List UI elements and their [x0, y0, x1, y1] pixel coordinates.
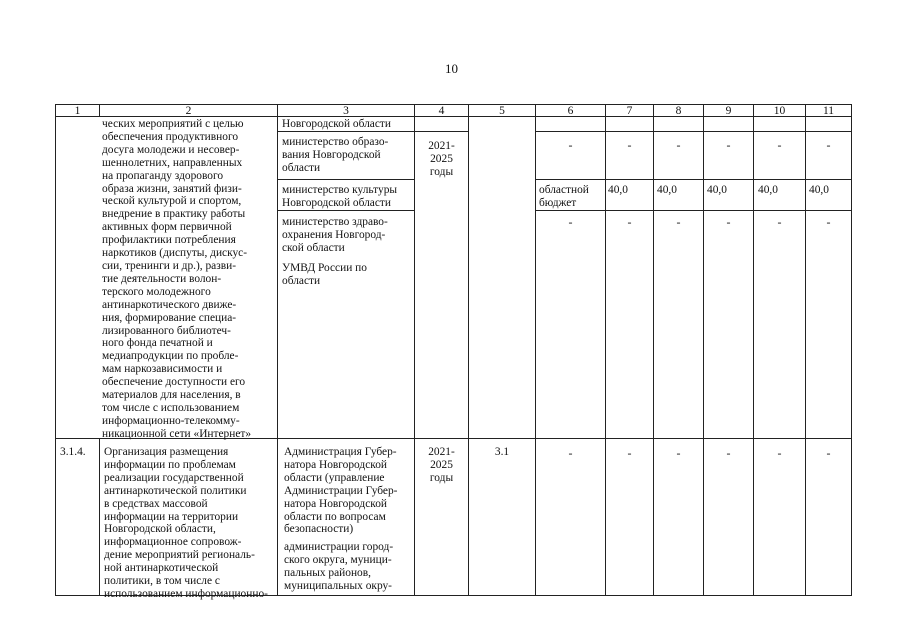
header-col-3: 3	[343, 105, 349, 117]
block2-value: -	[568, 446, 573, 460]
header-col-7: 7	[626, 105, 633, 117]
text-line: годы	[429, 471, 454, 484]
col-rule-10	[805, 105, 806, 595]
text-line: администрации город-	[284, 541, 394, 553]
text-line: министерство образо-	[282, 136, 389, 148]
text-line: внедрение в практику работы	[102, 208, 246, 221]
block1-row1-value: -	[777, 138, 782, 152]
block1-row3-value: -	[676, 215, 681, 229]
text-line: антинаркотического движе-	[102, 298, 237, 311]
block1-row3-value: -	[627, 215, 632, 229]
block1-executor-0	[282, 118, 391, 131]
col-rule-1b	[99, 438, 100, 595]
text-line: области по вопросам	[284, 510, 386, 523]
text-line: ного фонда печатной и	[102, 337, 213, 350]
header-col-9: 9	[725, 105, 732, 117]
text-line: натора Новгородской	[284, 497, 388, 510]
text-line: активных форм первичной	[102, 221, 232, 234]
header-col-2: 2	[185, 105, 192, 117]
rule-values-2	[535, 179, 851, 180]
block1-row2-value: 40,0	[809, 184, 829, 196]
text-line: 2025	[430, 458, 453, 471]
block1-executor-1	[282, 136, 388, 175]
text-line: вания Новгородской	[282, 148, 381, 161]
text-line: министерство здраво-	[282, 216, 388, 228]
rule-executor-2	[277, 179, 414, 180]
header-col-1: 1	[74, 105, 81, 117]
block1-period	[415, 140, 468, 179]
text-line: досуга молодежи и несовер-	[102, 143, 240, 156]
col-rule-5	[535, 105, 536, 595]
text-line: Администрации Губер-	[284, 484, 398, 497]
block2-value: -	[627, 446, 632, 460]
block1-row2-value: 40,0	[608, 184, 628, 196]
text-line: обеспечение доступности его	[102, 376, 246, 389]
text-line: области (управление	[284, 471, 385, 484]
block1-row2-value: 40,0	[758, 184, 778, 196]
text-line: 2021-	[428, 140, 455, 152]
text-line: годы	[429, 165, 454, 178]
text-line: Новгородской области	[282, 196, 391, 209]
header-col-4: 4	[438, 105, 445, 117]
text-line: дение мероприятий региональ-	[104, 549, 255, 562]
text-line: бюджет	[539, 196, 577, 209]
block1-row3-value: -	[826, 215, 831, 229]
text-line: области	[282, 274, 321, 287]
text-line: 2021-	[428, 446, 455, 458]
block2-number: 3.1.4.	[60, 446, 86, 458]
text-line: 2025	[430, 152, 453, 165]
text-line: ной антинаркотической	[104, 562, 219, 575]
block2-executor-2	[284, 541, 393, 593]
block1-row2-value: 40,0	[707, 184, 727, 196]
block1-row3-source: -	[568, 215, 573, 229]
text-line: медиапродукции по пробле-	[102, 350, 239, 363]
block2-value: -	[826, 446, 831, 460]
text-line: обеспечения продуктивного	[102, 130, 239, 143]
block1-executor-3	[282, 216, 388, 255]
rule-values-1	[535, 131, 851, 132]
text-line: министерство культуры	[282, 184, 398, 196]
text-line: лизированного библиотеч-	[102, 324, 231, 337]
block2-description	[104, 446, 268, 601]
text-line: Администрация Губер-	[284, 446, 397, 458]
text-line: реализации государственной	[104, 471, 244, 484]
col-rule-4	[468, 105, 469, 595]
text-line: том числе с использованием	[102, 401, 240, 414]
text-line: образа жизни, занятий физи-	[102, 182, 242, 195]
text-line: сии, тренинги и др.), разви-	[102, 259, 237, 272]
block1-executor-2	[282, 184, 397, 210]
text-line: Новгородской области,	[104, 523, 216, 536]
block1-row1-value: -	[826, 138, 831, 152]
text-line: УМВД России по	[282, 262, 367, 274]
block2-indicator: 3.1	[494, 446, 510, 458]
block1-executor-4	[282, 262, 367, 288]
block1-row3-value: -	[777, 215, 782, 229]
text-line: ского округа, муници-	[284, 553, 392, 566]
block2-value: -	[676, 446, 681, 460]
text-line: антинаркотической политики	[104, 484, 247, 497]
block1-row1-value: -	[726, 138, 731, 152]
rule-values-3	[535, 210, 851, 211]
col-rule-6	[605, 105, 606, 595]
rule-executor-1	[277, 131, 468, 132]
text-line: в средствах массовой	[104, 497, 208, 510]
block1-row1-value: -	[676, 138, 681, 152]
col-rule-9	[753, 105, 754, 595]
block1-row3-value: -	[726, 215, 731, 229]
page-number: 10	[445, 61, 458, 76]
col-rule-7	[653, 105, 654, 595]
text-line: ческой культурой и спортом,	[102, 195, 242, 208]
text-line: информационное сопровож-	[104, 536, 242, 549]
text-line: на пропаганду здорового	[102, 169, 224, 182]
block1-row1-value: -	[568, 138, 573, 152]
text-line: никационной сети «Интернет»	[102, 427, 252, 440]
text-line: муниципальных окру-	[284, 579, 392, 592]
block1-description	[102, 118, 251, 441]
block2-value: -	[777, 446, 782, 460]
col-rule-8	[703, 105, 704, 595]
text-line: тие деятельности волон-	[102, 272, 222, 285]
header-col-8: 8	[675, 105, 682, 117]
text-line: Организация размещения	[104, 446, 229, 458]
header-col-6: 6	[567, 105, 574, 117]
header-col-10: 10	[773, 105, 786, 117]
text-line: наркотиков (диспуты, дискус-	[102, 247, 248, 260]
block1-row2-source	[539, 184, 589, 210]
block2-period	[415, 446, 468, 485]
text-line: натора Новгородской	[284, 458, 388, 471]
block1-row2-value: 40,0	[657, 184, 677, 196]
text-line: ния, формирование специа-	[102, 311, 237, 324]
text-line: пальных районов,	[284, 566, 371, 579]
text-line: политики, в том числе с	[104, 575, 220, 588]
text-line: ской области	[282, 241, 345, 254]
rule-executor-3	[277, 210, 414, 211]
text-line: шеннолетних, направленных	[102, 156, 243, 169]
text-line: использованием информационно-	[104, 587, 268, 600]
text-line: материалов для населения, в	[102, 389, 241, 402]
text-line: ческих мероприятий с целью	[102, 118, 244, 130]
col-rule-2	[277, 105, 278, 595]
text-line: безопасности)	[284, 523, 354, 536]
text-line: охранения Новгород-	[282, 228, 386, 241]
text-line: мам наркозависимости и	[102, 363, 223, 376]
program-table	[55, 104, 852, 600]
text-line: областной	[539, 184, 589, 196]
header-col-11: 11	[822, 105, 835, 117]
block1-row1-value: -	[627, 138, 632, 152]
block2-value: -	[726, 446, 731, 460]
text-line: профилактики потребления	[102, 234, 236, 247]
text-line: информации на территории	[104, 510, 239, 523]
text-line: Новгородской области	[282, 118, 391, 130]
text-line: информации по проблемам	[104, 458, 236, 471]
block2-executor-1	[284, 446, 397, 536]
header-col-5: 5	[499, 105, 505, 117]
text-line: информационно-телекомму-	[102, 414, 240, 427]
text-line: терского молодежного	[102, 285, 211, 298]
text-line: области	[282, 161, 321, 174]
